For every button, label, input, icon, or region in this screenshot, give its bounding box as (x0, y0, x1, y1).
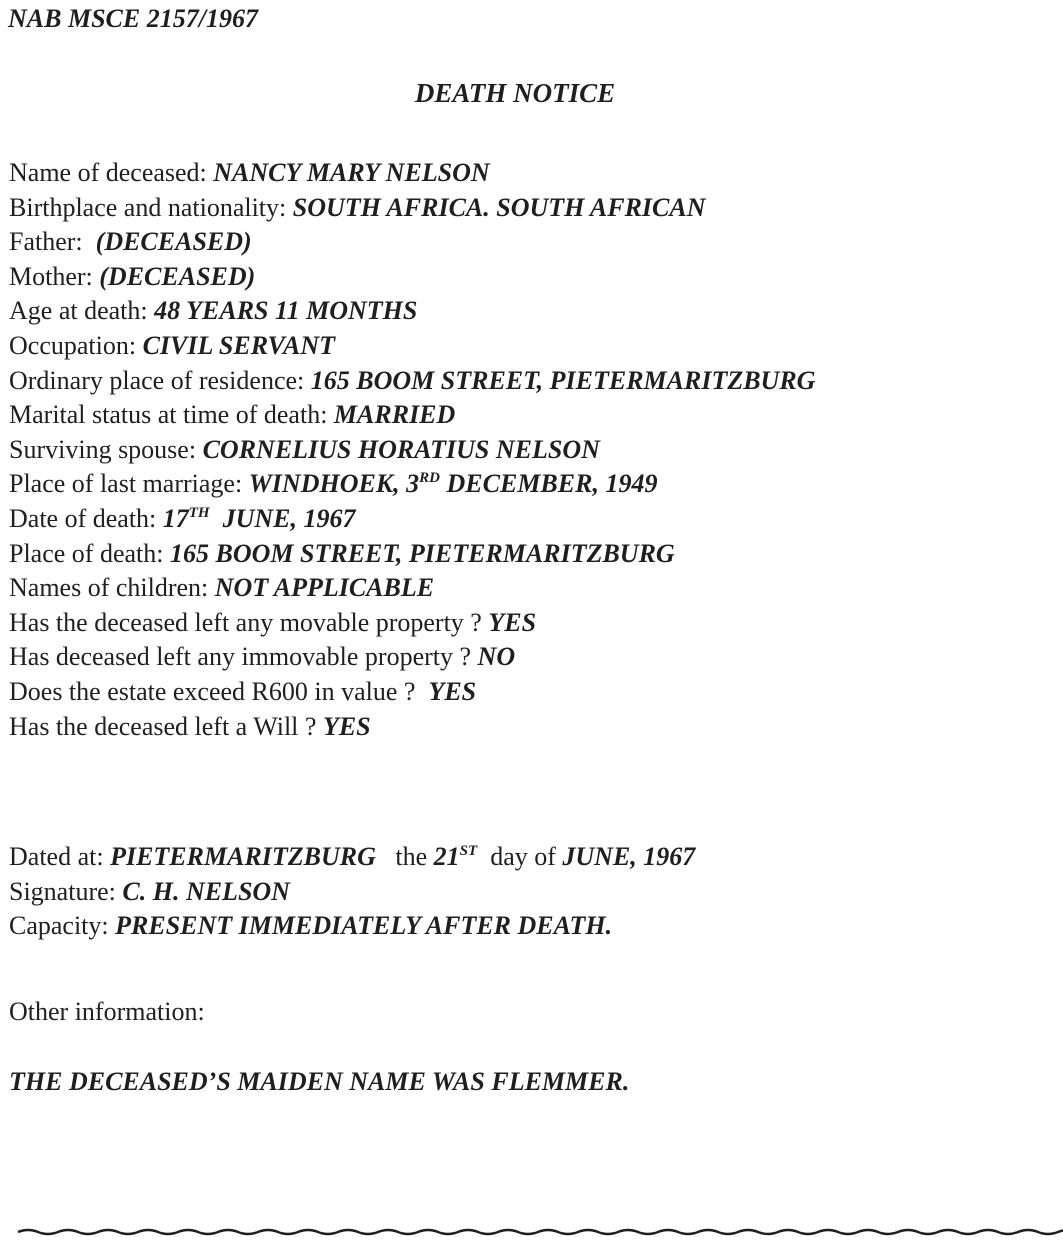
field-marital-status (9, 398, 815, 433)
field-label: Name of deceased: (9, 158, 207, 187)
value-part: DECEMBER, 1949 (440, 469, 658, 499)
dated-month-year: JUNE, 1967 (562, 842, 696, 871)
field-name-of-deceased (9, 156, 815, 191)
field-label: Has deceased left any immovable property ? (9, 642, 472, 672)
field-value: YES (428, 676, 477, 706)
field-label: Age at death: (9, 296, 148, 326)
capacity-line (9, 909, 695, 944)
archive-reference: NAB MSCE 2157/1967 (8, 4, 258, 33)
capacity-label: Capacity: (9, 911, 109, 941)
dated-the: the (395, 842, 428, 871)
field-mother (9, 260, 815, 295)
field-label: Birthplace and nationality: (9, 192, 287, 222)
dated-signature-block (9, 840, 695, 944)
value-part: WINDHOEK, 3 (248, 469, 420, 499)
ordinal-suffix: TH (188, 504, 210, 521)
field-label: Occupation: (9, 330, 137, 360)
field-value: 165 BOOM STREET, PIETERMARITZBURG (310, 365, 816, 395)
dated-day-of: day of (490, 842, 556, 871)
field-value: (DECEASED) (99, 261, 256, 291)
day-number: 21 (433, 842, 460, 871)
field-value (163, 504, 356, 533)
field-place-of-death (9, 537, 815, 572)
field-date-of-death (9, 502, 815, 537)
dated-line (9, 840, 695, 875)
field-label: Place of death: (9, 538, 164, 568)
field-value (249, 469, 658, 498)
field-value: SOUTH AFRICA. SOUTH AFRICAN (292, 192, 706, 222)
other-information-label: Other information: (9, 997, 205, 1026)
tilde-divider (0, 1222, 1063, 1242)
field-value: 48 YEARS 11 MONTHS (154, 296, 418, 326)
field-label: Date of death: (9, 503, 157, 533)
field-label: Marital status at time of death: (9, 400, 328, 430)
value-part: JUNE, 1967 (216, 503, 356, 533)
field-value: CORNELIUS HORATIUS NELSON (202, 434, 600, 464)
field-immovable-property (9, 640, 815, 675)
field-label: Surviving spouse: (9, 434, 197, 464)
signature-label: Signature: (9, 876, 116, 906)
field-birthplace-nationality (9, 191, 815, 226)
other-information-text: THE DECEASED’S MAIDEN NAME WAS FLEMMER. (9, 1067, 630, 1096)
field-place-of-last-marriage (9, 467, 815, 502)
field-label: Does the estate exceed R600 in value ? (9, 676, 416, 706)
field-label: Has the deceased left any movable property ? (9, 607, 482, 637)
signature-value: C. H. NELSON (122, 876, 290, 906)
field-surviving-spouse (9, 433, 815, 468)
ordinal-suffix: ST (459, 843, 478, 859)
field-father (9, 225, 815, 260)
dated-day (434, 842, 478, 871)
document-title: DEATH NOTICE (414, 78, 616, 108)
field-label: Ordinary place of residence: (9, 365, 305, 395)
field-value: MARRIED (333, 400, 456, 430)
field-names-of-children (9, 571, 815, 606)
field-label: Mother: (9, 261, 93, 291)
signature-line (9, 875, 695, 910)
field-label: Names of children: (9, 573, 209, 603)
field-value: (DECEASED) (95, 227, 252, 257)
dated-place: PIETERMARITZBURG (110, 842, 376, 871)
field-value: 165 BOOM STREET, PIETERMARITZBURG (170, 538, 675, 568)
notice-fields (9, 156, 815, 744)
capacity-value: PRESENT IMMEDIATELY AFTER DEATH. (115, 911, 613, 941)
field-estate-value (9, 675, 815, 710)
value-part: 17 (162, 503, 189, 533)
field-label: Has the deceased left a Will ? (9, 711, 317, 741)
tilde-divider-line (18, 1230, 1063, 1234)
ordinal-suffix: RD (419, 470, 441, 487)
dated-label: Dated at: (9, 842, 104, 871)
field-value: NO (477, 642, 516, 672)
field-value: CIVIL SERVANT (142, 330, 336, 360)
field-residence (9, 364, 815, 399)
field-value: NOT APPLICABLE (214, 573, 435, 603)
field-value: YES (488, 607, 537, 637)
field-occupation (9, 329, 815, 364)
field-label: Father: (9, 227, 83, 257)
field-age-at-death (9, 294, 815, 329)
field-label: Place of last marriage: (9, 469, 243, 499)
field-will (9, 710, 815, 745)
field-movable-property (9, 606, 815, 641)
field-value: YES (322, 711, 371, 741)
field-value: NANCY MARY NELSON (213, 158, 490, 187)
